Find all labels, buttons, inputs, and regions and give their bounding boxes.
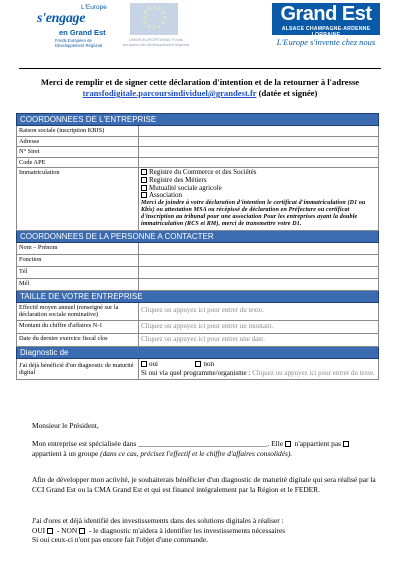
- field-row: [17, 136, 379, 147]
- field-label: Mél: [17, 278, 139, 290]
- checkbox[interactable]: [141, 185, 147, 191]
- field-label: Code APE: [17, 157, 139, 168]
- non-checkbox[interactable]: [195, 361, 201, 367]
- option-label: Mutualité sociale agricole: [149, 183, 222, 192]
- checkbox[interactable]: [141, 192, 147, 198]
- field-row: [17, 147, 379, 158]
- grand-est-tagline: L'Europe s'invente chez nous: [276, 37, 376, 47]
- diagnostic-label: J'ai déjà bénéficié d'un diagnostic de maturité digital: [17, 358, 139, 379]
- field-row: [17, 266, 379, 278]
- field-row: [17, 126, 379, 137]
- programme-input[interactable]: Cliquez ou appuyez ici pour entrer du texte.: [252, 368, 375, 377]
- grand-est-logo: [272, 3, 380, 51]
- tel-input[interactable]: [139, 266, 379, 278]
- eu-star-icon: ★: [147, 7, 152, 13]
- section-diagnostic-title: Diagnostic de: [17, 346, 379, 358]
- raison-sociale-input[interactable]: [139, 126, 379, 137]
- eu-star-icon: ★: [142, 16, 147, 21]
- field-label: Fonction: [17, 254, 139, 266]
- field-row: [17, 254, 379, 266]
- immatriculation-row: [17, 168, 379, 230]
- section-taille-title: TAILLE DE VOTRE ENTREPRISE: [17, 290, 379, 302]
- section-contact: [17, 230, 379, 242]
- letter-paragraph-activity: [32, 439, 382, 458]
- field-label: Tél: [17, 266, 139, 278]
- eu-star-icon: ★: [152, 6, 157, 11]
- intro-line2-suffix: (datée et signée): [256, 88, 318, 98]
- field-label: Effectif moyen annuel (renseigné sur la déclaration sociale nominative): [17, 302, 139, 320]
- not-group-checkbox[interactable]: [285, 441, 291, 447]
- investments-rest: - le diagnostic m'aidera à identifier les investissements nécessaires: [87, 525, 286, 535]
- oui-text: OUI: [32, 525, 47, 535]
- grand-est-title: Grand Est: [280, 3, 372, 25]
- email-link[interactable]: transfodigitale.parcoursindividuel@grandest.fr: [82, 88, 257, 98]
- letter-salutation: Monsieur le Président,: [32, 421, 99, 430]
- investments-line1: J'ai d'ores et déjà identifié des investissements dans des solutions digitales à réaliser :: [32, 516, 284, 525]
- europe-sengage-logo: [29, 4, 107, 50]
- fonction-input[interactable]: [139, 254, 379, 266]
- checkbox[interactable]: [141, 177, 147, 183]
- investments-non-checkbox[interactable]: [79, 528, 85, 534]
- taille-row: [17, 333, 379, 346]
- eu-star-icon: ★: [157, 7, 162, 13]
- oui-label: oui: [149, 359, 158, 368]
- eu-flag-icon: [130, 3, 178, 35]
- option-association[interactable]: [141, 192, 376, 200]
- field-label: N° Siret: [17, 147, 139, 158]
- immatriculation-label: Immatriculation: [17, 168, 139, 230]
- option-label: Association: [149, 191, 183, 200]
- europe-logo-line3: en Grand Est: [59, 28, 106, 37]
- field-label: Adresse: [17, 136, 139, 147]
- europe-logo-line1: L'Europe: [81, 4, 107, 11]
- eu-star-icon: ★: [152, 26, 157, 31]
- mel-input[interactable]: [139, 278, 379, 290]
- letter-paragraph-investments: [32, 516, 382, 545]
- diagnostic-row: [17, 358, 379, 379]
- date-exercice-input[interactable]: Cliquez ou appuyez ici pour entrer une date.: [139, 333, 379, 346]
- diagnostic-choices: [141, 360, 376, 369]
- investments-line2: [32, 526, 382, 536]
- intro-line2: [20, 88, 380, 99]
- eu-star-icon: ★: [162, 16, 167, 21]
- nom-prenom-input[interactable]: [139, 242, 379, 254]
- group-note: (dans ce cas, précisez l'effectif et le chiffre d'affaires consolidés).: [100, 448, 293, 458]
- eu-star-icon: ★: [157, 24, 162, 30]
- grand-est-subtitle: ALSACE CHAMPAGNE-ARDENNE LORRAINE: [281, 26, 371, 38]
- code-ape-input[interactable]: [139, 157, 379, 168]
- europe-logo-line4: Fonds Européen de Développement Régional: [55, 38, 103, 48]
- section-entreprise-title: COORDONNEES DE L'ENTREPRISE: [17, 114, 379, 126]
- immatriculation-options: [139, 168, 379, 230]
- intro-line1: Merci de remplir et de signer cette déclaration d'intention et de la retourner à l'adresse: [40, 77, 360, 87]
- field-row: [17, 157, 379, 168]
- non-text: - NON: [54, 525, 80, 535]
- eu-logo-caption: UNION EUROPÉENNE Fonds européen de développement régional: [122, 37, 190, 47]
- checkbox[interactable]: [141, 169, 147, 175]
- field-label: Raison sociale (inscription KBIS): [17, 126, 139, 137]
- letter-paragraph-diagnostic: Afin de développer mon activité, je souhaiterais bénéficier d'un diagnostic de maturité digitale qui sera réalisé par la CCI Grand Est ou la CMA Grand Est et qui est financé intégralement par la Région et le FEDER.: [32, 475, 376, 494]
- section-contact-title: COORDONNEES DE LA PERSONNE A CONTACTER: [17, 230, 379, 242]
- eu-flag-logo: [121, 3, 191, 47]
- declaration-form: [16, 113, 379, 380]
- investments-oui-checkbox[interactable]: [47, 528, 53, 534]
- header-divider: [19, 68, 381, 69]
- intro-instructions: [20, 77, 380, 99]
- oui-checkbox[interactable]: [141, 361, 147, 367]
- not-group-label: n'appartient pas: [292, 439, 343, 448]
- section-diagnostic: [17, 346, 379, 358]
- field-label: Date du dernier exercice fiscal clos: [17, 333, 139, 346]
- taille-row: [17, 320, 379, 333]
- diagnostic-answer: [139, 358, 379, 379]
- activity-text: Mon entreprise est spécialisée dans ___________________________________. Elle: [32, 439, 285, 448]
- taille-row: [17, 302, 379, 320]
- eu-star-icon: ★: [143, 11, 148, 16]
- non-label: non: [203, 359, 214, 368]
- adresse-input[interactable]: [139, 136, 379, 147]
- europe-logo-line2: s'engage: [37, 11, 86, 26]
- field-label: Montant du chiffre d'affaires N-1: [17, 320, 139, 333]
- option-label: Registre du Commerce et des Sociétés: [149, 168, 257, 177]
- field-row: [17, 278, 379, 290]
- group-label: appartient à un groupe: [32, 448, 101, 458]
- siret-input[interactable]: [139, 147, 379, 158]
- field-label: Nom – Prénom: [17, 242, 139, 254]
- eu-star-icon: ★: [147, 24, 152, 30]
- chiffre-affaires-input[interactable]: Cliquez ou appuyez ici pour entrer un montant.: [139, 320, 379, 333]
- eu-star-icon: ★: [160, 11, 166, 16]
- field-row: [17, 242, 379, 254]
- eu-star-icon: ★: [143, 21, 148, 26]
- diagnostic-question-line: [141, 369, 376, 378]
- diagnostic-question: Si oui via quel programme/organisme :: [141, 368, 251, 377]
- option-label: Registre des Métiers: [149, 175, 207, 184]
- section-taille: [17, 290, 379, 302]
- eu-star-icon: ★: [160, 21, 166, 26]
- immatriculation-note: Merci de joindre à votre déclaration d'intention le certificat d'immatriculation (D1 ou Kbis) ou attestation MSA ou récépissé de déclaration en Préfecture ou certificat d'inscription au tribunal pour une association Pour les entreprises ayant la double immatriculation (RCS et RM), merci de transmettre votre D1.: [141, 199, 366, 228]
- section-entreprise: [17, 114, 379, 126]
- effectif-input[interactable]: Cliquez ou appuyez ici pour entrer du texte.: [139, 302, 379, 320]
- investments-line3: Si oui ceux-ci n'ont pas encore fait l'objet d'une commande.: [32, 535, 208, 545]
- group-checkbox[interactable]: [343, 441, 349, 447]
- grand-est-logo-box: [272, 3, 380, 38]
